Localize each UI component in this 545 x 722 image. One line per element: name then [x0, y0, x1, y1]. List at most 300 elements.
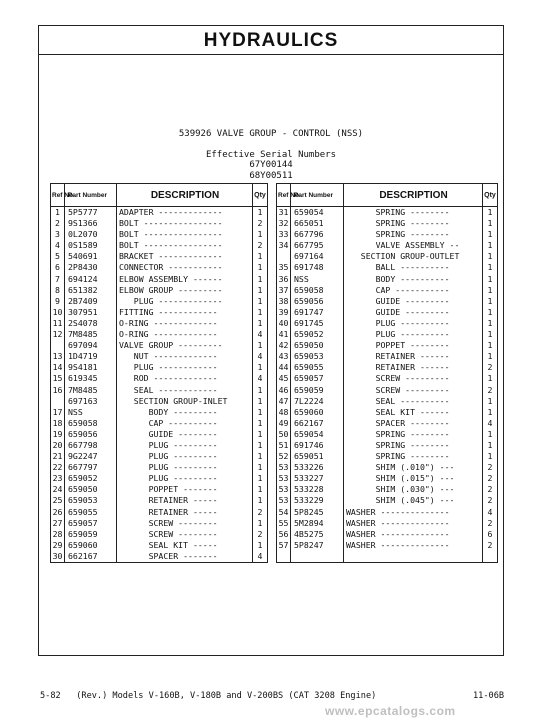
- part-quantity: 1: [487, 306, 493, 317]
- ref-number: 38: [277, 296, 291, 307]
- part-description: BOLT ----------------: [117, 240, 253, 251]
- part-description: [344, 551, 483, 563]
- part-number: 0L2070: [65, 229, 117, 240]
- table-row: [51, 396, 268, 407]
- part-description: BALL ----------: [344, 262, 483, 273]
- part-quantity: 1: [487, 295, 493, 306]
- table-row: [51, 274, 268, 285]
- part-quantity: 2: [487, 462, 493, 473]
- part-description: BOLT ----------------: [117, 229, 253, 240]
- section-title: HYDRAULICS: [39, 28, 503, 55]
- part-description: SPRING --------: [344, 229, 483, 240]
- ref-number: 2: [51, 218, 65, 229]
- table-row: [277, 207, 498, 219]
- part-quantity: 1: [487, 218, 493, 229]
- part-quantity: 1: [487, 329, 493, 340]
- table-row: [51, 507, 268, 518]
- part-quantity: 1: [487, 340, 493, 351]
- ref-number: 19: [51, 429, 65, 440]
- part-quantity: 4: [487, 506, 493, 517]
- part-number: 691746: [291, 440, 344, 451]
- part-number: 5P8247: [291, 540, 344, 551]
- table-row: [51, 518, 268, 529]
- ref-number: 46: [277, 385, 291, 396]
- ref-number: 39: [277, 307, 291, 318]
- table-header-row: [277, 184, 498, 207]
- part-number: 9S4181: [65, 362, 117, 373]
- part-quantity: 1: [487, 439, 493, 450]
- footer-code: 11-06B: [473, 691, 505, 701]
- part-description: SHIM (.010") ---: [344, 462, 483, 473]
- serial-heading: Effective Serial Numbers: [205, 150, 337, 160]
- ref-number: 13: [51, 351, 65, 362]
- part-quantity: 1: [257, 395, 263, 406]
- part-number: 7M8485: [65, 329, 117, 340]
- table-row: [51, 495, 268, 506]
- part-quantity: 1: [487, 351, 493, 362]
- part-number: 5P8245: [291, 507, 344, 518]
- part-description: SEAL KIT ------: [344, 407, 483, 418]
- ref-number: 50: [277, 429, 291, 440]
- ref-number: 5: [51, 251, 65, 262]
- part-description: BODY ---------: [117, 407, 253, 418]
- ref-number: 11: [51, 318, 65, 329]
- table-row: [51, 218, 268, 229]
- part-quantity: 1: [487, 207, 493, 217]
- part-description: SCREW ---------: [344, 385, 483, 396]
- part-quantity: 1: [257, 517, 263, 528]
- table-row: [51, 418, 268, 429]
- part-number: 659054: [291, 207, 344, 219]
- table-row: [51, 551, 268, 563]
- part-number: 667796: [291, 229, 344, 240]
- part-quantity: 2: [257, 218, 263, 229]
- table-row: [277, 418, 498, 429]
- part-number: 540691: [65, 251, 117, 262]
- part-quantity: 2: [487, 362, 493, 373]
- ref-header: Ref No: [51, 184, 65, 207]
- ref-number: 33: [277, 229, 291, 240]
- part-number: 667795: [291, 240, 344, 251]
- part-quantity: 1: [257, 384, 263, 395]
- part-description: ELBOW ASSEMBLY ------: [117, 274, 253, 285]
- part-description: RETAINER -----: [117, 495, 253, 506]
- part-quantity: 6: [487, 528, 493, 539]
- table-row: [277, 229, 498, 240]
- ref-number: 30: [51, 551, 65, 563]
- ref-number: 37: [277, 285, 291, 296]
- part-description: SECTION GROUP-INLET: [117, 396, 253, 407]
- ref-number: 36: [277, 274, 291, 285]
- part-number: 659050: [291, 340, 344, 351]
- part-quantity: 1: [487, 273, 493, 284]
- description-header: DESCRIPTION: [344, 184, 483, 207]
- table-row: [277, 551, 498, 563]
- part-quantity: 1: [487, 373, 493, 384]
- part-quantity: 4: [257, 373, 263, 384]
- part-description: SEAL ----------: [344, 396, 483, 407]
- part-quantity: 1: [257, 306, 263, 317]
- part-description: VALVE GROUP ---------: [117, 340, 253, 351]
- part-quantity: 1: [257, 451, 263, 462]
- part-description: PLUG -------------: [117, 296, 253, 307]
- part-description: PLUG ---------: [117, 440, 253, 451]
- part-description: O-RING -------------: [117, 329, 253, 340]
- part-quantity: 1: [257, 273, 263, 284]
- ref-number: 17: [51, 407, 65, 418]
- part-description: CAP -----------: [344, 285, 483, 296]
- part-description: PLUG ---------: [117, 462, 253, 473]
- table-row: [51, 307, 268, 318]
- ref-number: 53: [277, 484, 291, 495]
- ref-number: 8: [51, 285, 65, 296]
- ref-number: 45: [277, 373, 291, 384]
- table-row: [51, 285, 268, 296]
- ref-number: [277, 251, 291, 262]
- part-number: 533227: [291, 473, 344, 484]
- part-description: GUIDE --------: [117, 429, 253, 440]
- part-number: 2S4078: [65, 318, 117, 329]
- ref-number: 42: [277, 340, 291, 351]
- ref-number: 4: [51, 240, 65, 251]
- ref-number: 48: [277, 407, 291, 418]
- page-footer: 5-82 (Rev.) Models V-160B, V-180B and V-200BS (CAT 3208 Engine): [40, 691, 377, 701]
- table-row: [51, 429, 268, 440]
- qty-header: Qty: [483, 184, 498, 207]
- part-number: 659060: [291, 407, 344, 418]
- ref-number: 47: [277, 396, 291, 407]
- table-row: [277, 529, 498, 540]
- part-quantity: 1: [257, 362, 263, 373]
- ref-number: 54: [277, 507, 291, 518]
- part-quantity: 4: [257, 351, 263, 362]
- ref-number: [51, 396, 65, 407]
- ref-number: 18: [51, 418, 65, 429]
- part-number: 651382: [65, 285, 117, 296]
- part-header: Part Number: [65, 184, 117, 207]
- part-quantity: 1: [487, 428, 493, 439]
- table-row: [277, 507, 498, 518]
- part-number: 7L2224: [291, 396, 344, 407]
- part-quantity: 1: [257, 439, 263, 450]
- part-quantity: 1: [487, 406, 493, 417]
- ref-number: 34: [277, 240, 291, 251]
- part-description: GUIDE ---------: [344, 296, 483, 307]
- part-description: VALVE ASSEMBLY --: [344, 240, 483, 251]
- part-number: 659058: [65, 418, 117, 429]
- ref-number: 31: [277, 207, 291, 219]
- ref-number: 26: [51, 507, 65, 518]
- part-quantity: 1: [487, 240, 493, 251]
- table-row: [51, 296, 268, 307]
- table-row: [277, 495, 498, 506]
- part-description: SPACER --------: [344, 418, 483, 429]
- part-quantity: 4: [257, 329, 263, 340]
- table-row: [277, 340, 498, 351]
- part-quantity: 2: [257, 240, 263, 251]
- qty-header: Qty: [253, 184, 268, 207]
- part-number: [291, 551, 344, 563]
- part-description: POPPET -------: [117, 484, 253, 495]
- table-row: [277, 296, 498, 307]
- part-description: CONNECTOR -----------: [117, 262, 253, 273]
- part-quantity: 2: [487, 495, 493, 506]
- table-row: [51, 540, 268, 551]
- part-description: POPPET --------: [344, 340, 483, 351]
- table-header-row: [51, 184, 268, 207]
- part-quantity: 1: [257, 484, 263, 495]
- part-description: SCREW --------: [117, 529, 253, 540]
- ref-number: 22: [51, 462, 65, 473]
- part-number: NSS: [65, 407, 117, 418]
- table-row: [277, 329, 498, 340]
- part-quantity: 1: [487, 451, 493, 462]
- part-description: SHIM (.030") ---: [344, 484, 483, 495]
- ref-number: 56: [277, 529, 291, 540]
- part-quantity: 1: [257, 295, 263, 306]
- part-number: 2B7409: [65, 296, 117, 307]
- ref-number: 15: [51, 373, 65, 384]
- part-number: 659051: [291, 451, 344, 462]
- part-description: PLUG ---------: [117, 451, 253, 462]
- part-number: 697094: [65, 340, 117, 351]
- table-row: [51, 229, 268, 240]
- part-quantity: 1: [257, 262, 263, 273]
- table-row: [277, 251, 498, 262]
- table-row: [277, 351, 498, 362]
- part-number: 691747: [291, 307, 344, 318]
- part-quantity: 1: [257, 406, 263, 417]
- ref-number: 23: [51, 473, 65, 484]
- ref-number: 43: [277, 351, 291, 362]
- part-description: GUIDE ---------: [344, 307, 483, 318]
- part-quantity: 1: [257, 417, 263, 428]
- parts-table-right: [276, 183, 498, 563]
- ref-number: 35: [277, 262, 291, 273]
- part-number: 9G2247: [65, 451, 117, 462]
- part-quantity: 4: [487, 417, 493, 428]
- ref-number: 28: [51, 529, 65, 540]
- part-quantity: 1: [257, 284, 263, 295]
- ref-number: 25: [51, 495, 65, 506]
- part-quantity: 2: [257, 528, 263, 539]
- table-row: [277, 307, 498, 318]
- part-quantity: 4: [257, 550, 263, 561]
- ref-number: 55: [277, 518, 291, 529]
- part-number: 659056: [65, 429, 117, 440]
- table-row: [51, 362, 268, 373]
- table-row: [51, 385, 268, 396]
- ref-number: [51, 340, 65, 351]
- part-description: BRACKET -------------: [117, 251, 253, 262]
- description-header: DESCRIPTION: [117, 184, 253, 207]
- part-number: 659058: [291, 285, 344, 296]
- table-row: [51, 240, 268, 251]
- table-row: [277, 318, 498, 329]
- part-number: NSS: [291, 274, 344, 285]
- table-row: [277, 218, 498, 229]
- part-description: RETAINER ------: [344, 351, 483, 362]
- part-number: 659057: [291, 373, 344, 384]
- part-description: SPRING --------: [344, 429, 483, 440]
- table-row: [51, 262, 268, 273]
- table-row: [277, 440, 498, 451]
- part-number: 659055: [65, 507, 117, 518]
- part-number: 533228: [291, 484, 344, 495]
- part-quantity: 1: [487, 284, 493, 295]
- serial-number: 67Y00144: [249, 160, 293, 170]
- table-row: [51, 373, 268, 384]
- ref-number: 21: [51, 451, 65, 462]
- table-row: [277, 362, 498, 373]
- part-number: 4B5275: [291, 529, 344, 540]
- table-row: [51, 473, 268, 484]
- part-number: 659059: [291, 385, 344, 396]
- table-row: [51, 318, 268, 329]
- part-description: SECTION GROUP-OUTLET: [344, 251, 483, 262]
- table-row: [277, 518, 498, 529]
- part-quantity: 1: [257, 251, 263, 262]
- part-quantity: 1: [487, 395, 493, 406]
- part-number: 659052: [291, 329, 344, 340]
- part-quantity: 2: [487, 517, 493, 528]
- part-number: 659055: [291, 362, 344, 373]
- part-number: 667798: [65, 440, 117, 451]
- part-number: 667797: [65, 462, 117, 473]
- watermark: www.epcatalogs.com: [325, 704, 456, 718]
- part-quantity: 2: [487, 539, 493, 550]
- part-description: NUT -------------: [117, 351, 253, 362]
- part-quantity: 1: [487, 317, 493, 328]
- part-number: 0S1589: [65, 240, 117, 251]
- part-description: BOLT ----------------: [117, 218, 253, 229]
- part-number: 2P8430: [65, 262, 117, 273]
- part-number: 5M2894: [291, 518, 344, 529]
- part-number: 691748: [291, 262, 344, 273]
- part-description: SPACER -------: [117, 551, 253, 563]
- table-row: [51, 440, 268, 451]
- ref-number: 40: [277, 318, 291, 329]
- part-description: PLUG ---------: [117, 473, 253, 484]
- ref-number: 24: [51, 484, 65, 495]
- part-number: 7M8485: [65, 385, 117, 396]
- part-quantity: 1: [257, 462, 263, 473]
- part-quantity: 1: [257, 317, 263, 328]
- ref-number: 12: [51, 329, 65, 340]
- table-row: [277, 240, 498, 251]
- ref-number: 29: [51, 540, 65, 551]
- part-description: SCREW ---------: [344, 373, 483, 384]
- part-description: WASHER --------------: [344, 507, 483, 518]
- part-number: 533226: [291, 462, 344, 473]
- part-description: SPRING --------: [344, 440, 483, 451]
- group-title: 539926 VALVE GROUP - CONTROL (NSS): [178, 129, 364, 139]
- part-description: FITTING ------------: [117, 307, 253, 318]
- table-row: [51, 484, 268, 495]
- part-quantity: 1: [487, 229, 493, 240]
- ref-number: 9: [51, 296, 65, 307]
- part-quantity: 2: [487, 384, 493, 395]
- part-number: 659053: [291, 351, 344, 362]
- part-number: 662167: [291, 418, 344, 429]
- part-description: RETAINER -----: [117, 507, 253, 518]
- part-quantity: 1: [257, 340, 263, 351]
- part-number: 659060: [65, 540, 117, 551]
- ref-number: 53: [277, 462, 291, 473]
- ref-number: 1: [51, 207, 65, 219]
- part-number: 694124: [65, 274, 117, 285]
- part-quantity: 1: [257, 428, 263, 439]
- part-quantity: 1: [257, 473, 263, 484]
- table-row: [277, 451, 498, 462]
- part-quantity: 2: [487, 473, 493, 484]
- part-description: SPRING --------: [344, 207, 483, 219]
- ref-number: 7: [51, 274, 65, 285]
- part-number: 662167: [65, 551, 117, 563]
- part-description: WASHER --------------: [344, 540, 483, 551]
- table-row: [277, 373, 498, 384]
- part-quantity: 1: [487, 251, 493, 262]
- table-row: [51, 251, 268, 262]
- ref-number: 52: [277, 451, 291, 462]
- part-number: 659052: [65, 473, 117, 484]
- part-description: SCREW --------: [117, 518, 253, 529]
- part-description: PLUG ------------: [117, 362, 253, 373]
- table-row: [277, 473, 498, 484]
- ref-number: 14: [51, 362, 65, 373]
- table-row: [277, 274, 498, 285]
- ref-number: 27: [51, 518, 65, 529]
- part-number: 307951: [65, 307, 117, 318]
- table-row: [51, 329, 268, 340]
- part-number: 659050: [65, 484, 117, 495]
- table-row: [51, 351, 268, 362]
- part-quantity: [483, 551, 498, 563]
- part-description: BODY ----------: [344, 274, 483, 285]
- table-row: [277, 429, 498, 440]
- part-number: 665051: [291, 218, 344, 229]
- ref-number: 20: [51, 440, 65, 451]
- part-description: SPRING --------: [344, 218, 483, 229]
- part-description: CAP ----------: [117, 418, 253, 429]
- table-row: [277, 385, 498, 396]
- table-row: [51, 207, 268, 219]
- table-row: [277, 484, 498, 495]
- ref-number: 51: [277, 440, 291, 451]
- part-description: SPRING --------: [344, 451, 483, 462]
- part-quantity: 1: [257, 495, 263, 506]
- part-number: 659054: [291, 429, 344, 440]
- part-number: 1D4719: [65, 351, 117, 362]
- part-number: 691745: [291, 318, 344, 329]
- table-row: [51, 340, 268, 351]
- table-row: [277, 262, 498, 273]
- table-row: [277, 462, 498, 473]
- ref-number: 53: [277, 495, 291, 506]
- ref-number: 16: [51, 385, 65, 396]
- ref-number: 57: [277, 540, 291, 551]
- ref-number: 10: [51, 307, 65, 318]
- ref-number: 49: [277, 418, 291, 429]
- part-number: 659056: [291, 296, 344, 307]
- part-number: 9S1366: [65, 218, 117, 229]
- part-quantity: 1: [257, 229, 263, 240]
- part-description: ADAPTER -------------: [117, 207, 253, 219]
- part-description: SHIM (.045") ---: [344, 495, 483, 506]
- table-row: [277, 285, 498, 296]
- part-quantity: 2: [487, 484, 493, 495]
- table-row: [51, 462, 268, 473]
